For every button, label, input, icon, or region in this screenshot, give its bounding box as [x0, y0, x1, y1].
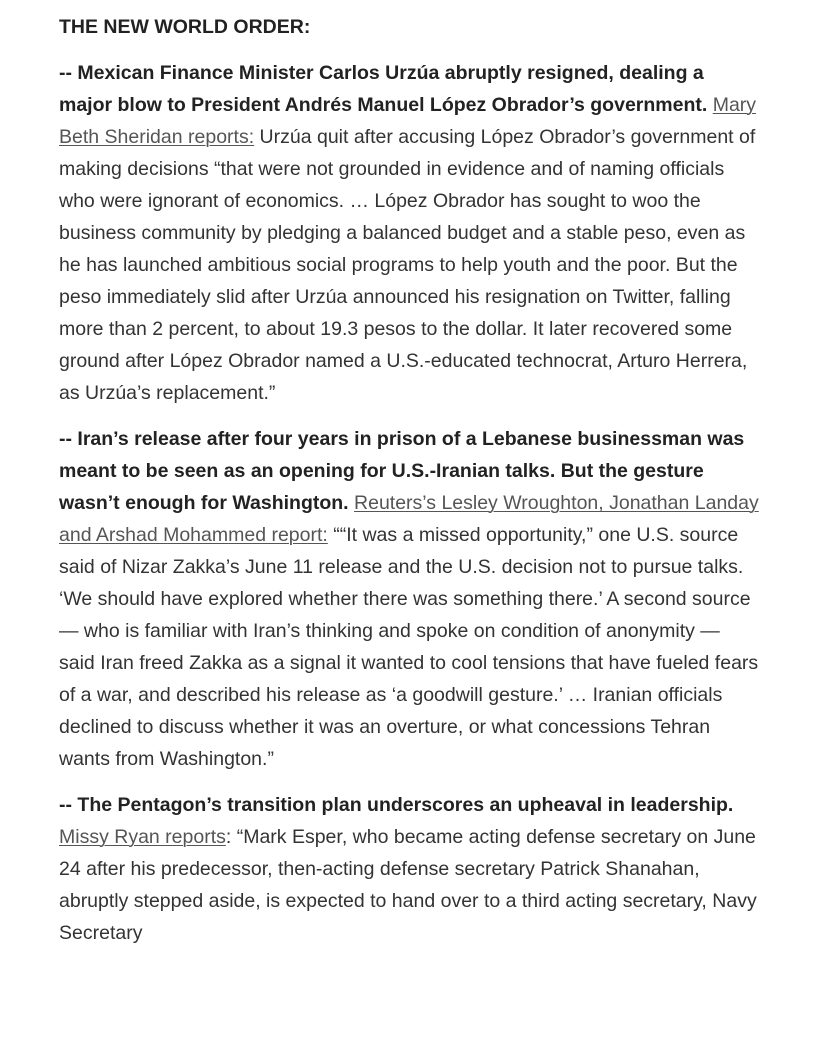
item-headline: -- The Pentagon’s transition plan underscores an upheaval in leadership. — [59, 794, 734, 816]
item-source-link[interactable]: Mary Beth Sheridan reports: — [59, 94, 757, 148]
item-headline: -- Mexican Finance Minister Carlos Urzúa abruptly resigned, dealing a major blow to President Andrés Manuel López Obrador’s government. — [59, 62, 708, 116]
article-body — [59, 11, 759, 963]
news-item-mexico — [59, 57, 759, 409]
section-title: THE NEW WORLD ORDER: — [59, 16, 311, 38]
item-body: ““It was a missed opportunity,” one U.S. source said of Nizar Zakka’s June 11 release and the U.S. decision not to pursue talks. ‘We should have explored whether there was something there.’ A second source — who is familiar with Iran’s thinking and spoke on condition of anonymity — said Iran freed Zakka as a signal it wanted to cool tensions that have fueled fears of a war, and described his release as ‘a goodwill gesture.’ … Iranian officials declined to discuss whether it was an overture, or what concessions Tehran wants from Washington.” — [59, 524, 759, 770]
news-item-iran — [59, 423, 759, 775]
item-body: : “Mark Esper, who became acting defense secretary on June 24 after his predecessor, then-acting defense secretary Patrick Shanahan, abruptly stepped aside, is expected to hand over to a third acting secretary, Navy Secretary — [59, 826, 757, 944]
item-headline: -- Iran’s release after four years in prison of a Lebanese businessman was meant to be seen as an opening for U.S.-Iranian talks. But the gesture wasn’t enough for Washington. — [59, 428, 745, 514]
item-source-link[interactable]: Reuters’s Lesley Wroughton, Jonathan Landay and Arshad Mohammed report: — [59, 492, 759, 546]
item-body: Urzúa quit after accusing López Obrador’s government of making decisions “that were not grounded in evidence and of naming officials who were ignorant of economics. … López Obrador has sought to woo the business community by pledging a balanced budget and a stable peso, even as he has launched ambitious social programs to help youth and the poor. But the peso immediately slid after Urzúa announced his resignation on Twitter, falling more than 2 percent, to about 19.3 pesos to the dollar. It later recovered some ground after López Obrador named a U.S.-educated technocrat, Arturo Herrera, as Urzúa’s replacement.” — [59, 126, 756, 404]
item-source-link[interactable]: Missy Ryan reports — [59, 826, 226, 848]
news-item-pentagon — [59, 789, 759, 949]
